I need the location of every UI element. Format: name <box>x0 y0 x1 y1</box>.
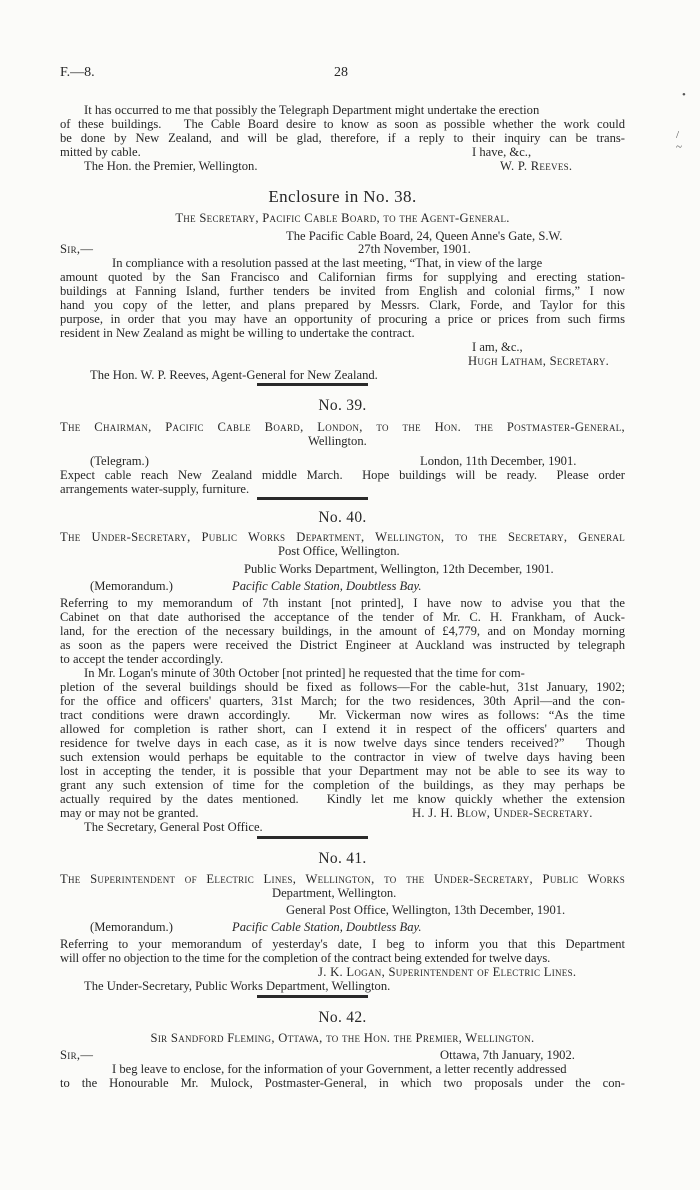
section-divider <box>257 497 368 500</box>
addressee: The Under-Secretary, Public Works Department, Wellington. <box>84 979 391 993</box>
page-ref: F.—8. <box>60 65 95 80</box>
margin-mark: • <box>682 89 686 101</box>
text-line: such extension would perhaps be equitable to the contractor in view of twelve days having been <box>60 750 625 764</box>
section-heading: The Superintendent of Electric Lines, Wellington, to the Under-Secretary, Public Works <box>60 872 625 886</box>
addressee: The Hon. the Premier, Wellington. <box>84 159 258 173</box>
text-line: Referring to your memorandum of yesterday's date, I beg to inform you that this Department <box>60 937 625 951</box>
document-type: (Telegram.) <box>90 454 149 468</box>
text-line: arrangements water-supply, furniture. <box>60 482 250 496</box>
signature: W. P. Reeves. <box>500 159 573 173</box>
text-line: be done by New Zealand, and will be glad, therefore, if a reply to their inquiry can be trans- <box>60 131 625 145</box>
section-heading: The Under-Secretary, Public Works Department, Wellington, to the Secretary, General <box>60 530 625 544</box>
text-line: as soon as the papers were received the District Engineer at Auckland was instructed by telegraph <box>60 638 625 652</box>
document-page <box>60 0 625 1190</box>
text-line: Expect cable reach New Zealand middle March. Hope buildings will be ready. Please order <box>60 468 625 482</box>
closing: I have, &c., <box>472 145 532 159</box>
section-number: No. 39. <box>318 397 367 414</box>
text-line: resident in New Zealand as might be willing to undertake the contract. <box>60 326 415 340</box>
text-line: buildings at Fanning Island, further tenders be invited from English and colonial firms,” I now <box>60 284 625 298</box>
address: Public Works Department, Wellington, 12th December, 1901. <box>244 562 554 576</box>
date: 27th November, 1901. <box>358 242 471 256</box>
text-line: may or may not be granted. <box>60 806 199 820</box>
section-divider <box>257 836 368 839</box>
section-divider <box>257 383 368 386</box>
text-line: amount quoted by the San Francisco and Californian firms for supplying and erecting station- <box>60 270 625 284</box>
section-heading: The Secretary, Pacific Cable Board, to the Agent-General. <box>175 211 510 225</box>
text-line: lost in accepting the tender, it is possible that your Department may not be able to see its way to <box>60 764 625 778</box>
section-divider <box>257 995 368 998</box>
section-number: No. 40. <box>318 509 367 526</box>
text-line: In Mr. Logan's minute of 30th October [not printed] he requested that the time for com- <box>84 666 525 680</box>
subject: Pacific Cable Station, Doubtless Bay. <box>232 920 422 934</box>
margin-mark: ~ <box>676 141 682 153</box>
text-line: In compliance with a resolution passed at the last meeting, “That, in view of the large <box>112 256 543 270</box>
margin-mark: / <box>676 129 680 141</box>
section-number: No. 42. <box>318 1009 367 1026</box>
text-line: to the Honourable Mr. Mulock, Postmaster-General, in which two proposals under the con- <box>60 1076 625 1090</box>
closing: I am, &c., <box>472 340 523 354</box>
text-line: to accept the tender accordingly. <box>60 652 224 666</box>
text-line: of these buildings. The Cable Board desire to know as soon as possible whether the work could <box>60 117 625 131</box>
text-line: residence for twelve days in each case, as it is now twelve days since tenders received?” Though <box>60 736 625 750</box>
text-line: I beg leave to enclose, for the information of your Government, a letter recently addressed <box>112 1062 567 1076</box>
section-number: No. 41. <box>318 850 367 867</box>
text-line: pletion of the several buildings should be fixed as follows—For the cable-hut, 31st January, 1902; <box>60 680 625 694</box>
text-line: Cabinet on that date authorised the acceptance of the tender of Mr. C. H. Frankham, of Auck- <box>60 610 625 624</box>
section-heading: Post Office, Wellington. <box>278 544 400 558</box>
address: The Pacific Cable Board, 24, Queen Anne's Gate, S.W. <box>286 229 563 243</box>
document-type: (Memorandum.) <box>90 579 173 593</box>
signature: H. J. H. Blow, Under-Secretary. <box>412 806 593 820</box>
text-line: allowed for completion is rather short, can I extend it in respect of the officers' quarters and <box>60 722 625 736</box>
page-number: 28 <box>334 65 348 80</box>
address: General Post Office, Wellington, 13th December, 1901. <box>286 903 566 917</box>
document-type: (Memorandum.) <box>90 920 173 934</box>
section-heading: Wellington. <box>308 434 367 448</box>
text-line: hand you copy of the letter, and plans prepared by Messrs. Clark, Forde, and Taylor for this <box>60 298 625 312</box>
text-line: actually required by the dates mentioned. Kindly let me know quickly whether the extension <box>60 792 625 806</box>
place-date: Ottawa, 7th January, 1902. <box>440 1048 575 1062</box>
text-line: for the office and officers' quarters, 31st March; for the two residences, 30th April—and the con- <box>60 694 625 708</box>
text-line: Referring to my memorandum of 7th instant [not printed], I have now to advise you that the <box>60 596 625 610</box>
section-heading: The Chairman, Pacific Cable Board, London, to the Hon. the Postmaster-General, <box>60 420 625 434</box>
signature: Hugh Latham, Secretary. <box>468 354 610 368</box>
subject: Pacific Cable Station, Doubtless Bay. <box>232 579 422 593</box>
text-line: purpose, in order that you may have an opportunity of procuring a price or prices from such firms <box>60 312 625 326</box>
addressee: The Hon. W. P. Reeves, Agent-General for New Zealand. <box>90 368 378 382</box>
place-date: London, 11th December, 1901. <box>420 454 577 468</box>
salutation: Sir,— <box>60 242 94 256</box>
text-line: tract conditions were drawn accordingly. Mr. Vickerman now wires as follows: “As the time <box>60 708 625 722</box>
text-line: It has occurred to me that possibly the Telegraph Department might undertake the erection <box>84 103 540 117</box>
text-line: mitted by cable. <box>60 145 141 159</box>
salutation: Sir,— <box>60 1048 94 1062</box>
section-heading: Sir Sandford Fleming, Ottawa, to the Hon. the Premier, Wellington. <box>150 1031 535 1045</box>
section-heading: Department, Wellington. <box>272 886 397 900</box>
section-title: Enclosure in No. 38. <box>268 187 417 206</box>
addressee: The Secretary, General Post Office. <box>84 820 263 834</box>
text-line: land, for the erection of the necessary buildings, in the amount of £4,779, and on Monday morning <box>60 624 625 638</box>
signature: J. K. Logan, Superintendent of Electric Lines. <box>318 965 577 979</box>
text-line: will offer no objection to the time for the completion of the contract being extended for twelve days. <box>60 951 551 965</box>
text-line: grant any such extension of time for the completion of the buildings, as they may perhaps be <box>60 778 625 792</box>
